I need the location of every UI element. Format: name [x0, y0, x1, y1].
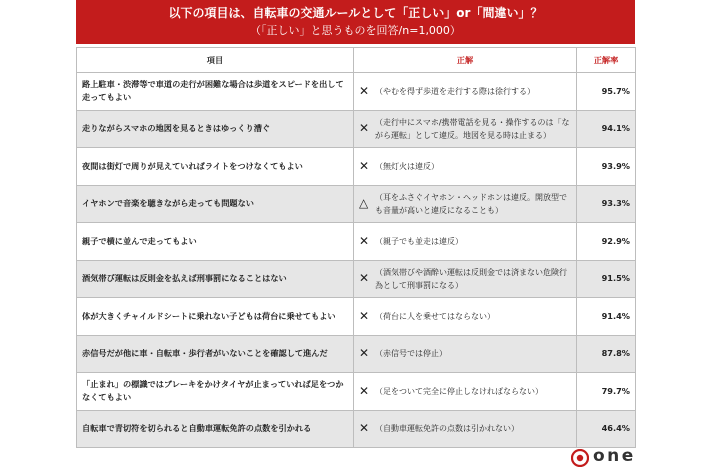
incorrect-mark-icon: ✕ — [359, 121, 370, 136]
row-answer-note: （やむを得ず歩道を走行する際は徐行する） — [375, 86, 535, 96]
table-row — [77, 110, 636, 148]
row-rate: 87.8% — [577, 335, 636, 373]
row-rate: 94.1% — [577, 110, 636, 148]
row-answer-note: （親子でも並走は違反） — [375, 236, 463, 246]
table-row — [77, 223, 636, 261]
row-item: 路上駐車・渋滞等で車道の走行が困難な場合は歩道をスピードを出して走ってもよい — [77, 73, 354, 111]
row-rate: 46.4% — [577, 410, 636, 448]
table-header-row — [77, 48, 636, 73]
row-answer — [354, 260, 577, 298]
row-item: イヤホンで音楽を聴きながら走っても問題ない — [77, 185, 354, 223]
incorrect-mark-icon: ✕ — [359, 308, 370, 323]
row-answer-note: （赤信号では停止） — [375, 349, 447, 359]
row-answer — [354, 298, 577, 336]
table-row — [77, 185, 636, 223]
incorrect-mark-icon: ✕ — [359, 233, 370, 248]
row-answer — [354, 110, 577, 148]
row-rate: 95.7% — [577, 73, 636, 111]
row-item: 酒気帯び運転は反則金を払えば刑事罰になることはない — [77, 260, 354, 298]
one-logo-icon — [571, 449, 589, 467]
table-row — [77, 260, 636, 298]
title-banner — [76, 0, 635, 44]
row-answer-note: （走行中にスマホ/携帯電話を見る・操作するのは「ながら運転」として違反。地図を見る時は止まる） — [375, 117, 570, 140]
row-answer — [354, 410, 577, 448]
row-answer-note: （耳をふさぐイヤホン・ヘッドホンは違反。開放型でも音量が高いと違反になることも） — [375, 192, 567, 215]
row-answer-note: （無灯火は違反） — [375, 161, 439, 171]
incorrect-mark-icon: ✕ — [359, 83, 370, 98]
brand-logo — [571, 446, 651, 471]
header-answer: 正解 — [354, 48, 577, 73]
row-answer — [354, 335, 577, 373]
row-answer — [354, 73, 577, 111]
incorrect-mark-icon: ✕ — [359, 383, 370, 398]
row-rate: 92.9% — [577, 223, 636, 261]
table-row — [77, 335, 636, 373]
row-rate: 79.7% — [577, 373, 636, 411]
table-row — [77, 148, 636, 186]
row-answer-note: （荷台に人を乗せてはならない） — [375, 311, 495, 321]
incorrect-mark-icon: ✕ — [359, 271, 370, 286]
row-answer-note: （足をついて完全に停止しなければならない） — [375, 386, 543, 396]
row-item: 夜間は街灯で周りが見えていればライトをつけなくてもよい — [77, 148, 354, 186]
row-rate: 91.4% — [577, 298, 636, 336]
row-rate: 91.5% — [577, 260, 636, 298]
incorrect-mark-icon: ✕ — [359, 346, 370, 361]
row-item: 体が大きくチャイルドシートに乗れない子どもは荷台に乗せてもよい — [77, 298, 354, 336]
incorrect-mark-icon: ✕ — [359, 421, 370, 436]
header-rate: 正解率 — [577, 48, 636, 73]
row-item: 親子で横に並んで走ってもよい — [77, 223, 354, 261]
brand-logo-text: one — [593, 446, 636, 466]
table-body — [77, 73, 636, 448]
rules-table — [76, 47, 636, 448]
table-row — [77, 373, 636, 411]
row-item: 自転車で青切符を切られると自動車運転免許の点数を引かれる — [77, 410, 354, 448]
page-subtitle: （「正しい」と思うものを回答/n=1,000） — [250, 24, 461, 37]
row-item: 「止まれ」の標識ではブレーキをかけタイヤが止まっていれば足をつかなくてもよい — [77, 373, 354, 411]
row-answer-note: （酒気帯びや酒酔い運転は反則金では済まない危険行為として刑事罰になる） — [375, 267, 567, 290]
header-item: 項目 — [77, 48, 354, 73]
table-row — [77, 298, 636, 336]
row-answer-note: （自動車運転免許の点数は引かれない） — [375, 424, 519, 434]
row-answer — [354, 148, 577, 186]
table-row — [77, 410, 636, 448]
row-item: 走りながらスマホの地図を見るときはゆっくり漕ぐ — [77, 110, 354, 148]
row-item: 赤信号だが他に車・自転車・歩行者がいないことを確認して進んだ — [77, 335, 354, 373]
row-answer — [354, 223, 577, 261]
partial-mark-icon: △ — [359, 196, 369, 211]
row-rate: 93.9% — [577, 148, 636, 186]
row-answer — [354, 185, 577, 223]
row-rate: 93.3% — [577, 185, 636, 223]
page-title: 以下の項目は、自転車の交通ルールとして「正しい」or「間違い」？ — [168, 6, 543, 20]
table-row — [77, 73, 636, 111]
row-answer — [354, 373, 577, 411]
incorrect-mark-icon: ✕ — [359, 158, 370, 173]
